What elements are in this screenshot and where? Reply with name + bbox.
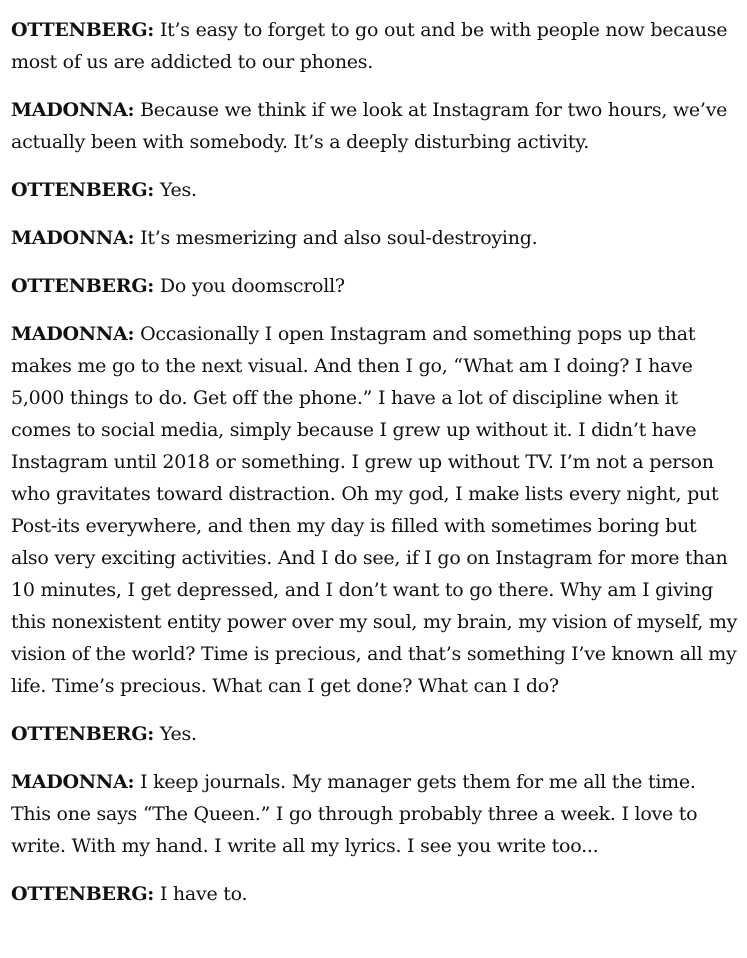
speaker-name: MADONNA: (11, 323, 135, 345)
dialogue-text: Because we think if we look at Instagram for two hours, we’ve actually been with somebody. It’s a deeply disturbing activity. (11, 99, 728, 153)
interview-paragraph (11, 878, 739, 910)
interview-paragraph (11, 270, 739, 302)
speaker-name: OTTENBERG: (11, 19, 155, 41)
dialogue-text: Do you doomscroll? (154, 275, 345, 297)
interview-paragraph (11, 222, 739, 254)
interview-paragraph (11, 766, 739, 862)
dialogue-text: Occasionally I open Instagram and something pops up that makes me go to the next visual. And then I go, “What am I doing? I have 5,000 things to do. Get off the phone.” I have a lot of discipline when it comes to social media, simply because I grew up without it. I didn’t have Instagram until 2018 or something. I grew up without TV. I’m not a person who gravitates toward distraction. Oh my god, I make lists every night, put Post-its everywhere, and then my day is filled with sometimes boring but also very exciting activities. And I do see, if I go on Instagram for more than 10 minutes, I get depressed, and I don’t want to go there. Why am I giving this nonexistent entity power over my soul, my brain, my vision of myself, my vision of the world? Time is precious, and that’s something I’ve known all my life. Time’s precious. What can I get done? What can I do? (11, 323, 738, 697)
speaker-name: OTTENBERG: (11, 275, 155, 297)
speaker-name: MADONNA: (11, 227, 135, 249)
interview-paragraph (11, 94, 739, 158)
dialogue-text: It’s mesmerizing and also soul-destroying. (134, 227, 538, 249)
dialogue-text: I keep journals. My manager gets them for me all the time. This one says “The Queen.” I go through probably three a week. I love to write. With my hand. I write all my lyrics. I see you write too... (11, 771, 698, 857)
dialogue-text: Yes. (154, 723, 197, 745)
speaker-name: MADONNA: (11, 99, 135, 121)
speaker-name: OTTENBERG: (11, 883, 155, 905)
dialogue-text: I have to. (154, 883, 248, 905)
interview-paragraph (11, 14, 739, 78)
speaker-name: OTTENBERG: (11, 179, 155, 201)
dialogue-text: It’s easy to forget to go out and be with people now because most of us are addicted to our phones. (11, 19, 728, 73)
interview-paragraph (11, 718, 739, 750)
interview-paragraph (11, 174, 739, 206)
interview-paragraph (11, 318, 739, 702)
dialogue-text: Yes. (154, 179, 197, 201)
speaker-name: MADONNA: (11, 771, 135, 793)
speaker-name: OTTENBERG: (11, 723, 155, 745)
